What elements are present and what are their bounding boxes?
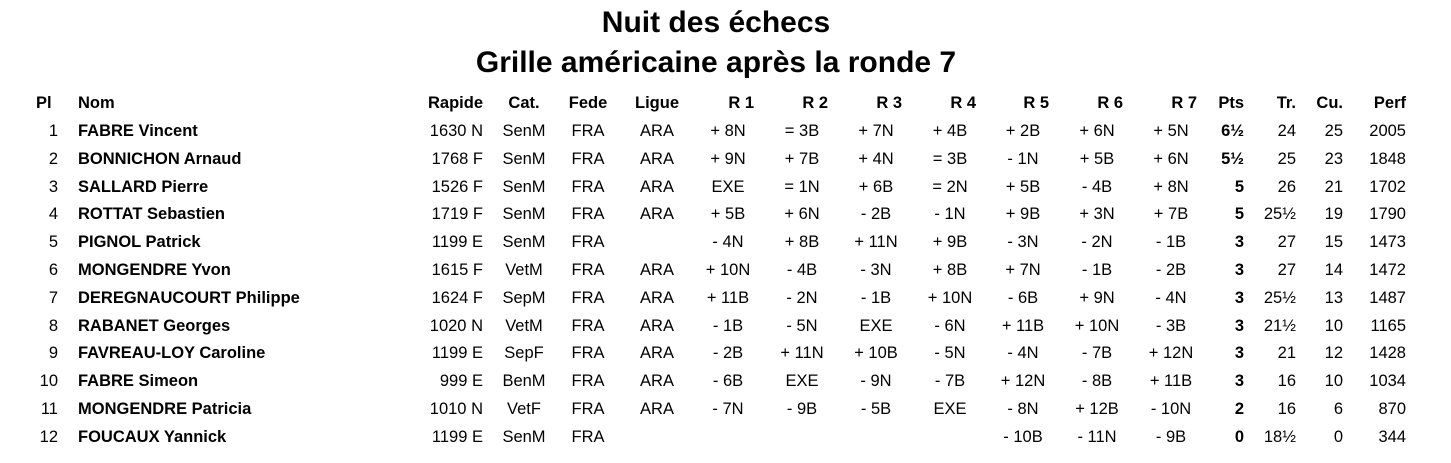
row-3-round-2: = 1N <box>784 178 820 196</box>
row-1-tiebreak-cu: 25 <box>1324 122 1343 140</box>
row-8-round-2: - 5N <box>786 317 818 335</box>
header-round-4: R 4 <box>950 94 976 112</box>
row-6-tiebreak-cu: 14 <box>1324 261 1343 279</box>
row-3-round-5: + 5B <box>1005 178 1041 196</box>
header-tiebreak-tr: Tr. <box>1276 94 1296 112</box>
row-1-points: 6½ <box>1221 122 1244 140</box>
row-10-round-4: - 7B <box>934 372 966 390</box>
header-round-2: R 2 <box>802 94 828 112</box>
row-4-place: 4 <box>48 205 58 223</box>
row-10-round-1: - 6B <box>712 372 744 390</box>
row-10-round-6: - 8B <box>1081 372 1113 390</box>
row-6-round-2: - 4B <box>786 261 818 279</box>
row-7-points: 3 <box>1234 289 1244 307</box>
row-11-place: 11 <box>40 400 58 418</box>
row-7-round-6: + 9N <box>1079 289 1115 307</box>
row-11-round-2: - 9B <box>786 400 818 418</box>
row-3-points: 5 <box>1234 178 1244 196</box>
row-7-category: SepM <box>502 289 546 307</box>
row-2-federation: FRA <box>571 150 605 168</box>
header-name: Nom <box>78 94 115 112</box>
row-5-round-5: - 3N <box>1007 233 1039 251</box>
row-7-round-7: - 4N <box>1155 289 1187 307</box>
row-2-round-3: + 4N <box>858 150 894 168</box>
row-11-round-7: - 10N <box>1150 400 1192 418</box>
row-3-category: SenM <box>502 178 546 196</box>
row-3-round-4: = 2N <box>932 178 968 196</box>
row-2-round-7: + 6N <box>1153 150 1189 168</box>
row-6-round-1: + 10N <box>705 261 751 279</box>
row-11-category: VetF <box>507 400 541 418</box>
row-8-name: RABANET Georges <box>78 317 231 335</box>
row-9-tiebreak-tr: 21 <box>1277 344 1296 362</box>
row-11-round-3: - 5B <box>860 400 892 418</box>
header-league: Ligue <box>635 94 679 112</box>
row-3-name: SALLARD Pierre <box>78 178 209 196</box>
row-2-round-5: - 1N <box>1007 150 1039 168</box>
row-6-performance: 1472 <box>1369 261 1406 279</box>
row-2-league: ARA <box>640 150 674 168</box>
row-12-rapid-rating: 1199 E <box>431 428 483 446</box>
row-12-name: FOUCAUX Yannick <box>78 428 227 446</box>
row-4-tiebreak-cu: 19 <box>1324 205 1343 223</box>
header-round-3: R 3 <box>876 94 902 112</box>
row-12-category: SenM <box>502 428 546 446</box>
row-3-tiebreak-cu: 21 <box>1324 178 1343 196</box>
row-1-round-7: + 5N <box>1153 122 1189 140</box>
row-11-round-4: EXE <box>933 400 967 418</box>
row-10-league: ARA <box>640 372 674 390</box>
row-7-league: ARA <box>640 289 674 307</box>
row-7-tiebreak-cu: 13 <box>1324 289 1343 307</box>
row-6-points: 3 <box>1234 261 1244 279</box>
row-6-round-3: - 3N <box>860 261 892 279</box>
row-5-round-1: - 4N <box>712 233 744 251</box>
row-6-round-4: + 8B <box>932 261 968 279</box>
row-2-place: 2 <box>48 150 58 168</box>
row-4-round-1: + 5B <box>710 205 746 223</box>
row-1-place: 1 <box>48 122 58 140</box>
row-7-round-4: + 10N <box>927 289 973 307</box>
row-8-tiebreak-tr: 21½ <box>1263 317 1296 335</box>
header-tiebreak-cu: Cu. <box>1316 94 1343 112</box>
row-5-name: PIGNOL Patrick <box>78 233 201 251</box>
row-8-rapid-rating: 1020 N <box>429 317 483 335</box>
row-4-round-3: - 2B <box>860 205 892 223</box>
row-7-performance: 1487 <box>1369 289 1406 307</box>
row-10-tiebreak-cu: 10 <box>1324 372 1343 390</box>
row-2-round-6: + 5B <box>1079 150 1115 168</box>
row-6-tiebreak-tr: 27 <box>1277 261 1296 279</box>
header-round-6: R 6 <box>1097 94 1123 112</box>
row-10-rapid-rating: 999 E <box>439 372 483 390</box>
row-10-place: 10 <box>39 372 58 390</box>
row-8-round-7: - 3B <box>1155 317 1187 335</box>
page-title: Nuit des échecs <box>601 6 831 39</box>
row-7-round-5: - 6B <box>1007 289 1039 307</box>
row-4-category: SenM <box>502 205 546 223</box>
row-12-tiebreak-cu: 0 <box>1333 428 1343 446</box>
row-9-round-5: - 4N <box>1007 344 1039 362</box>
header-rapid-rating: Rapide <box>427 94 483 112</box>
row-9-round-6: - 7B <box>1081 344 1113 362</box>
row-5-tiebreak-cu: 15 <box>1324 233 1343 251</box>
row-9-category: SepF <box>504 344 544 362</box>
row-12-points: 0 <box>1234 428 1244 446</box>
row-1-round-3: + 7N <box>858 122 894 140</box>
row-4-round-6: + 3N <box>1079 205 1115 223</box>
row-1-rapid-rating: 1630 N <box>429 122 483 140</box>
row-10-category: BenM <box>502 372 546 390</box>
row-7-tiebreak-tr: 25½ <box>1263 289 1296 307</box>
row-4-round-2: + 6N <box>784 205 820 223</box>
row-8-round-1: - 1B <box>712 317 744 335</box>
row-3-federation: FRA <box>571 178 605 196</box>
row-10-round-3: - 9N <box>860 372 892 390</box>
row-3-round-7: + 8N <box>1153 178 1189 196</box>
row-4-league: ARA <box>640 205 674 223</box>
row-7-rapid-rating: 1624 F <box>431 289 483 307</box>
row-10-federation: FRA <box>571 372 605 390</box>
row-6-round-7: - 2B <box>1155 261 1187 279</box>
row-5-round-7: - 1B <box>1155 233 1187 251</box>
row-5-tiebreak-tr: 27 <box>1277 233 1296 251</box>
row-7-round-3: - 1B <box>860 289 892 307</box>
row-6-name: MONGENDRE Yvon <box>78 261 231 279</box>
row-9-round-2: + 11N <box>780 344 824 362</box>
row-3-round-6: - 4B <box>1081 178 1113 196</box>
row-9-points: 3 <box>1234 344 1244 362</box>
row-10-round-5: + 12N <box>1000 372 1046 390</box>
row-12-round-6: - 11N <box>1077 428 1117 446</box>
row-7-federation: FRA <box>571 289 605 307</box>
row-12-federation: FRA <box>571 428 605 446</box>
row-6-place: 6 <box>48 261 58 279</box>
row-3-rapid-rating: 1526 F <box>431 178 483 196</box>
header-performance: Perf <box>1373 94 1406 112</box>
row-10-name: FABRE Simeon <box>78 372 199 390</box>
row-9-name: FAVREAU-LOY Caroline <box>78 344 266 362</box>
row-12-tiebreak-tr: 18½ <box>1263 428 1296 446</box>
row-1-category: SenM <box>502 122 546 140</box>
row-9-round-4: - 5N <box>934 344 966 362</box>
row-1-federation: FRA <box>571 122 605 140</box>
row-6-category: VetM <box>505 261 543 279</box>
row-11-rapid-rating: 1010 N <box>429 400 483 418</box>
row-2-category: SenM <box>502 150 546 168</box>
row-4-round-4: - 1N <box>934 205 966 223</box>
header-place: Pl <box>36 94 52 112</box>
row-1-performance: 2005 <box>1369 122 1406 140</box>
row-4-federation: FRA <box>571 205 605 223</box>
row-7-round-1: + 11B <box>706 289 750 307</box>
header-round-7: R 7 <box>1171 94 1197 112</box>
row-11-tiebreak-cu: 6 <box>1333 400 1343 418</box>
row-9-performance: 1428 <box>1369 344 1406 362</box>
row-8-category: VetM <box>505 317 543 335</box>
row-8-place: 8 <box>48 317 58 335</box>
row-5-place: 5 <box>48 233 58 251</box>
row-8-tiebreak-cu: 10 <box>1324 317 1343 335</box>
row-11-tiebreak-tr: 16 <box>1277 400 1296 418</box>
row-3-place: 3 <box>48 178 58 196</box>
row-6-league: ARA <box>640 261 674 279</box>
header-round-5: R 5 <box>1023 94 1049 112</box>
row-12-round-7: - 9B <box>1155 428 1187 446</box>
row-3-round-3: + 6B <box>858 178 894 196</box>
row-2-round-1: + 9N <box>710 150 746 168</box>
row-1-round-1: + 8N <box>710 122 746 140</box>
row-5-rapid-rating: 1199 E <box>431 233 483 251</box>
row-11-performance: 870 <box>1378 400 1406 418</box>
row-11-round-5: - 8N <box>1007 400 1039 418</box>
row-1-league: ARA <box>640 122 674 140</box>
row-4-performance: 1790 <box>1369 205 1406 223</box>
row-4-round-7: + 7B <box>1153 205 1189 223</box>
row-9-tiebreak-cu: 12 <box>1324 344 1343 362</box>
page-subtitle: Grille américaine après la ronde 7 <box>475 46 957 79</box>
row-9-league: ARA <box>640 344 674 362</box>
row-8-round-5: + 11B <box>1001 317 1045 335</box>
row-9-place: 9 <box>48 344 58 362</box>
row-11-name: MONGENDRE Patricia <box>78 400 252 418</box>
row-8-league: ARA <box>640 317 674 335</box>
row-2-tiebreak-tr: 25 <box>1277 150 1296 168</box>
row-6-federation: FRA <box>571 261 605 279</box>
row-9-federation: FRA <box>571 344 605 362</box>
row-6-round-5: + 7N <box>1005 261 1041 279</box>
header-category: Cat. <box>508 94 540 112</box>
row-3-performance: 1702 <box>1369 178 1406 196</box>
row-2-name: BONNICHON Arnaud <box>78 150 242 168</box>
row-6-rapid-rating: 1615 F <box>431 261 483 279</box>
row-2-performance: 1848 <box>1369 150 1406 168</box>
row-2-rapid-rating: 1768 F <box>431 150 483 168</box>
row-1-round-6: + 6N <box>1079 122 1115 140</box>
row-11-federation: FRA <box>571 400 605 418</box>
row-5-category: SenM <box>502 233 546 251</box>
row-11-round-1: - 7N <box>712 400 744 418</box>
row-1-tiebreak-tr: 24 <box>1277 122 1296 140</box>
header-round-1: R 1 <box>728 94 754 112</box>
row-12-round-5: - 10B <box>1003 428 1043 446</box>
header-points: Pts <box>1218 94 1244 112</box>
row-5-round-4: + 9B <box>932 233 968 251</box>
row-1-round-5: + 2B <box>1005 122 1041 140</box>
row-10-round-7: + 11B <box>1149 372 1193 390</box>
row-7-round-2: - 2N <box>786 289 818 307</box>
row-4-tiebreak-tr: 25½ <box>1263 205 1296 223</box>
row-2-points: 5½ <box>1221 150 1244 168</box>
row-12-performance: 344 <box>1378 428 1406 446</box>
row-9-round-1: - 2B <box>712 344 744 362</box>
row-5-federation: FRA <box>571 233 605 251</box>
row-2-tiebreak-cu: 23 <box>1324 150 1343 168</box>
row-5-round-3: + 11N <box>854 233 898 251</box>
row-2-round-4: = 3B <box>932 150 968 168</box>
row-10-points: 3 <box>1234 372 1244 390</box>
row-5-points: 3 <box>1234 233 1244 251</box>
row-3-league: ARA <box>640 178 674 196</box>
row-8-round-3: EXE <box>859 317 893 335</box>
row-6-round-6: - 1B <box>1081 261 1113 279</box>
row-1-round-2: = 3B <box>784 122 820 140</box>
row-5-performance: 1473 <box>1369 233 1406 251</box>
row-12-place: 12 <box>39 428 58 446</box>
row-9-round-7: + 12N <box>1148 344 1194 362</box>
row-10-tiebreak-tr: 16 <box>1277 372 1296 390</box>
row-10-performance: 1034 <box>1369 372 1406 390</box>
row-8-points: 3 <box>1234 317 1244 335</box>
row-5-round-6: - 2N <box>1081 233 1113 251</box>
row-9-rapid-rating: 1199 E <box>431 344 483 362</box>
row-3-tiebreak-tr: 26 <box>1277 178 1296 196</box>
row-5-round-2: + 8B <box>784 233 820 251</box>
header-federation: Fede <box>568 94 608 112</box>
row-8-round-6: + 10N <box>1074 317 1120 335</box>
row-9-round-3: + 10B <box>854 344 898 362</box>
row-11-points: 2 <box>1234 400 1244 418</box>
row-11-league: ARA <box>640 400 674 418</box>
row-8-round-4: - 6N <box>934 317 966 335</box>
row-2-round-2: + 7B <box>784 150 820 168</box>
row-8-performance: 1165 <box>1370 317 1406 335</box>
row-4-name: ROTTAT Sebastien <box>78 205 225 223</box>
row-8-federation: FRA <box>571 317 605 335</box>
row-3-round-1: EXE <box>711 178 745 196</box>
row-4-rapid-rating: 1719 F <box>431 205 483 223</box>
row-10-round-2: EXE <box>785 372 819 390</box>
row-1-round-4: + 4B <box>932 122 968 140</box>
row-7-name: DEREGNAUCOURT Philippe <box>78 289 300 307</box>
row-4-points: 5 <box>1234 205 1244 223</box>
row-1-name: FABRE Vincent <box>78 122 198 140</box>
row-4-round-5: + 9B <box>1005 205 1041 223</box>
row-7-place: 7 <box>48 289 58 307</box>
row-11-round-6: + 12B <box>1075 400 1119 418</box>
